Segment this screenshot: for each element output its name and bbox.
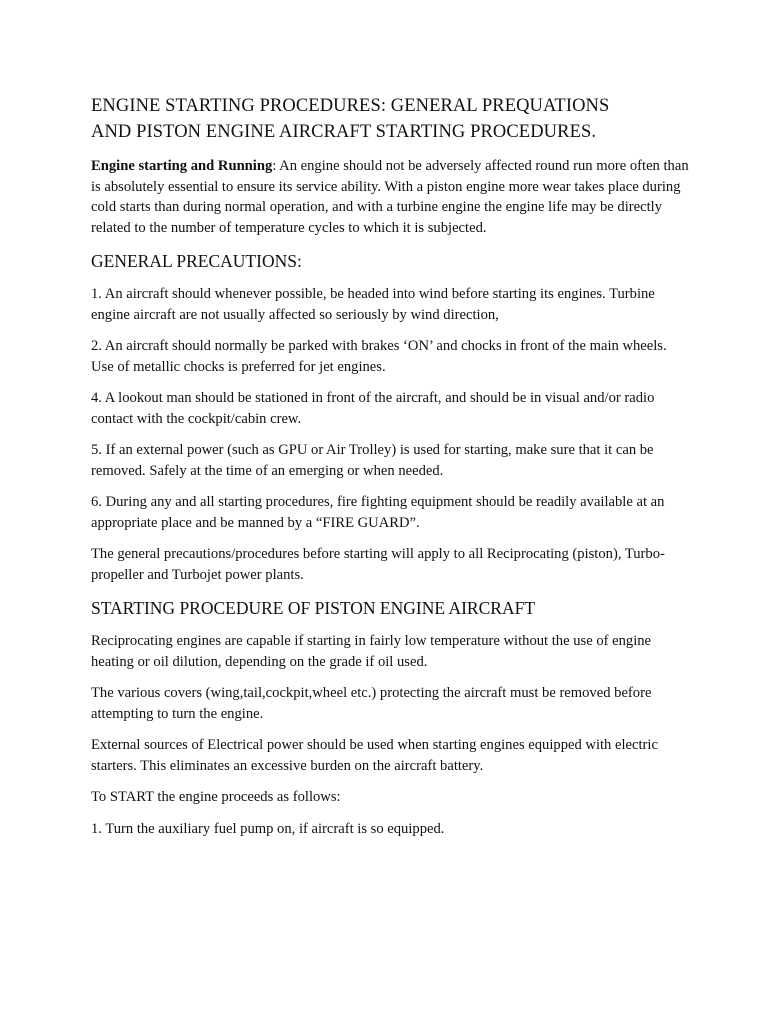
precautions-summary: The general precautions/procedures before starting will apply to all Reciprocating (piston), Turbo-propeller and Turbojet power plants. [91, 546, 665, 583]
general-precautions-heading: GENERAL PRECAUTIONS: [91, 251, 302, 271]
document-page [91, 93, 691, 850]
precaution-item-4: 4. A lookout man should be stationed in front of the aircraft, and should be in visual and/or radio contact with the cockpit/cabin crew. [91, 390, 655, 427]
document-title-line-1: ENGINE STARTING PROCEDURES: GENERAL PREQUATIONS [91, 96, 610, 116]
start-instructions-intro: To START the engine proceeds as follows: [91, 789, 341, 805]
precaution-item-5: 5. If an external power (such as GPU or Air Trolley) is used for starting, make sure that it can be removed. Safely at the time of an emerging or when needed. [91, 442, 654, 479]
piston-procedure-heading: STARTING PROCEDURE OF PISTON ENGINE AIRCRAFT [91, 598, 536, 618]
intro-paragraph [91, 156, 691, 238]
precaution-item-6: 6. During any and all starting procedures, fire fighting equipment should be readily available at an appropriate place and be manned by a “FIRE GUARD”. [91, 494, 665, 531]
piston-paragraph-1: Reciprocating engines are capable if starting in fairly low temperature without the use of engine heating or oil dilution, depending on the grade if oil used. [91, 633, 652, 670]
precaution-item-1: 1. An aircraft should whenever possible, be headed into wind before starting its engines. Turbine engine aircraft are not usually affected so seriously by wind direction, [91, 286, 655, 323]
start-step-1: 1. Turn the auxiliary fuel pump on, if aircraft is so equipped. [91, 820, 445, 837]
precaution-item-2: 2. An aircraft should normally be parked with brakes ‘ON’ and chocks in front of the main wheels. Use of metallic chocks is preferred for jet engines. [91, 338, 667, 375]
intro-lead: Engine starting and Running [91, 158, 273, 174]
piston-paragraph-2: The various covers (wing,tail,cockpit,wheel etc.) protecting the aircraft must be removed before attempting to turn the engine. [91, 685, 652, 722]
document-title-line-2: AND PISTON ENGINE AIRCRAFT STARTING PROCEDURES. [91, 122, 597, 142]
piston-paragraph-3: External sources of Electrical power should be used when starting engines equipped with electric starters. This eliminates an excessive burden on the aircraft battery. [91, 737, 658, 774]
intro-text: : An engine should not be adversely affected round run more often than is absolutely essential to ensure its service ability. With a piston engine more wear takes place during cold starts than during normal operation, and with a turbine engine the engine life may be directly related to the number of temperature cycles to which it is subjected. [91, 158, 689, 236]
document-title [91, 93, 691, 145]
